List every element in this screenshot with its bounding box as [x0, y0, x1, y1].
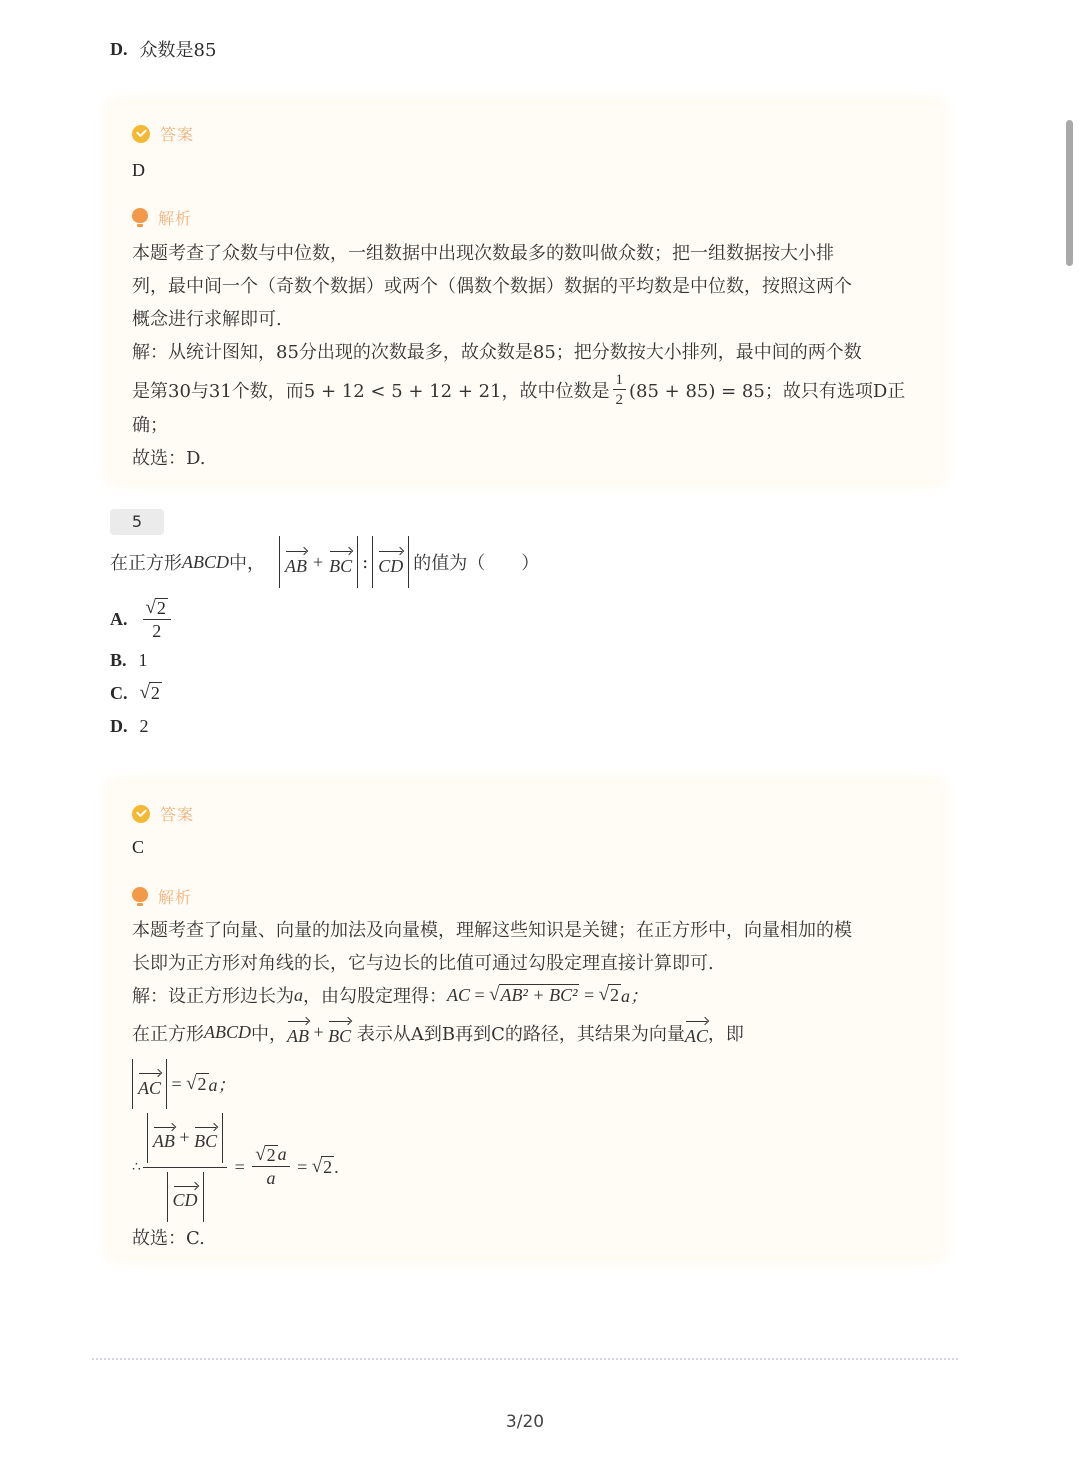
ratio-colon: : — [362, 551, 369, 573]
analysis-text — [132, 237, 922, 369]
stem-text: 的值为（ ） — [413, 553, 540, 574]
equals: = — [470, 984, 490, 1005]
solution-step-4 — [132, 1112, 339, 1222]
period: . — [334, 1156, 339, 1177]
abs-vector-sum — [147, 1113, 223, 1163]
option-letter: C. — [110, 682, 128, 703]
abs-vector-ac — [132, 1059, 167, 1109]
equals: = — [579, 984, 599, 1005]
answer-label: 答案 — [160, 125, 195, 144]
abs-vector-sum — [279, 536, 358, 588]
analysis-line: 本题考查了向量、向量的加法及向量模，理解这些知识是关键；在正方形中，向量相加的模 — [132, 920, 852, 941]
question-number-badge: 5 — [110, 509, 164, 535]
variable-a: a — [266, 1168, 276, 1188]
option-letter: B. — [110, 650, 127, 670]
option-d-previous — [110, 36, 216, 62]
equals: = — [167, 1073, 187, 1094]
answer-label-row — [132, 122, 194, 145]
radicand: 2 — [156, 598, 166, 618]
lightbulb-icon — [132, 887, 148, 907]
equals: = — [230, 1156, 250, 1177]
check-badge-icon — [132, 125, 150, 143]
solution-text: 中， — [251, 1023, 287, 1045]
analysis-text — [132, 914, 922, 980]
option-c[interactable] — [110, 682, 162, 704]
radicand: 2 — [610, 985, 620, 1005]
question-stem — [110, 535, 539, 589]
vector-cd: CD — [173, 1183, 198, 1211]
vector-ab: AB — [285, 548, 307, 577]
solution-text: 是第30与31个数，而5 + 12 < 5 + 12 + 21，故中位数是 — [132, 381, 610, 402]
option-b[interactable] — [110, 650, 148, 671]
option-text: 2 — [139, 716, 149, 736]
solution-text: a； — [621, 986, 649, 1006]
solution-text: (85 + 85) = 85；故只有选项D正 — [629, 381, 906, 402]
scrollbar-thumb[interactable] — [1066, 120, 1073, 266]
analysis-label: 解析 — [158, 888, 193, 907]
plus-sign: + — [313, 551, 324, 572]
radicand: AB² + BC² — [500, 985, 578, 1005]
analysis-line: 长即为正方形对角线的长，它与边长的比值可通过勾股定理直接计算即可. — [132, 953, 714, 974]
fraction-numerator: 1 — [613, 372, 627, 390]
option-d[interactable] — [110, 716, 149, 737]
segment-ac: AC — [447, 984, 471, 1005]
option-letter: D. — [110, 716, 128, 736]
solution-text: ，即 — [707, 1023, 744, 1045]
solution-text: a； — [208, 1075, 236, 1095]
answer-card — [112, 784, 940, 1256]
vector-bc: BC — [329, 548, 352, 577]
option-a[interactable] — [110, 598, 174, 642]
analysis-line: 本题考查了众数与中位数，一组数据中出现次数最多的数叫做众数；把一组数据按大小排 — [132, 243, 834, 264]
solution-step-1 — [132, 982, 648, 1008]
stem-shape: ABCD — [182, 551, 229, 572]
radicand: 2 — [150, 683, 160, 703]
radicand: 2 — [323, 1157, 333, 1177]
page-divider — [92, 1358, 958, 1360]
shape-name: ABCD — [204, 1022, 251, 1042]
check-badge-icon — [132, 805, 150, 823]
page-indicator: 3/20 — [505, 1412, 545, 1432]
vector-bc: BC — [328, 1018, 351, 1047]
sqrt-expression: √ AB² + BC² — [489, 984, 578, 1005]
solution-text: 表示从A到B再到C的路径，其结果为向量 — [351, 1023, 685, 1045]
solution-text: 解：设正方形边长为 — [132, 986, 294, 1007]
analysis-label: 解析 — [158, 209, 193, 228]
answer-value: D — [132, 160, 145, 180]
simplified-fraction: √ 2 a a — [252, 1145, 289, 1189]
solution-text: ，由勾股定理得： — [303, 986, 447, 1007]
lightbulb-icon — [132, 208, 148, 228]
vector-cd: CD — [378, 548, 403, 577]
sqrt-two: √ 2 — [598, 984, 620, 1005]
fraction-half — [613, 372, 627, 408]
abs-vector-cd — [167, 1172, 204, 1222]
option-letter: A. — [110, 609, 128, 630]
stem-text: 在正方形 — [110, 553, 182, 574]
conclusion-line: 故选：D. — [132, 448, 206, 469]
answer-label-row — [132, 802, 194, 825]
radicand: 2 — [266, 1145, 276, 1166]
vector-ab: AB — [287, 1018, 309, 1047]
option-text: 1 — [138, 650, 148, 670]
analysis-line: 概念进行求解即可. — [132, 309, 282, 330]
plus-sign: + — [174, 1126, 195, 1147]
answer-value: C — [132, 837, 145, 857]
option-text: 众数是85 — [139, 40, 217, 61]
result-sqrt: √ 2 — [311, 1156, 333, 1177]
sqrt-two: √ 2 — [186, 1073, 207, 1094]
vector-ac: AC — [685, 1018, 708, 1047]
radicand: 2 — [197, 1074, 207, 1094]
vector-bc: BC — [194, 1124, 217, 1152]
solution-step-2 — [132, 1018, 744, 1047]
solution-tail — [132, 409, 922, 475]
solution-line: 解：从统计图知，85分出现的次数最多，故众数是85；把分数按大小排列，最中间的两个数 — [132, 342, 862, 363]
ratio-fraction — [143, 1113, 227, 1222]
solution-step-3 — [132, 1058, 236, 1110]
therefore-symbol: ∴ — [132, 1159, 141, 1175]
analysis-label-row — [132, 206, 192, 229]
plus-sign: + — [309, 1022, 329, 1042]
equals: = — [292, 1156, 312, 1177]
answer-label: 答案 — [160, 805, 195, 824]
abs-vector-cd — [372, 536, 409, 588]
variable-a: a — [277, 1144, 287, 1165]
option-letter: D. — [110, 38, 128, 59]
fraction-denominator: 2 — [615, 391, 624, 408]
fraction-denominator: 2 — [152, 620, 162, 641]
vector-ab: AB — [153, 1124, 175, 1152]
answer-card-previous — [112, 104, 940, 480]
solution-text: 在正方形 — [132, 1023, 204, 1045]
option-a-fraction: √ 2 2 — [143, 598, 171, 642]
conclusion-line: 故选：C. — [132, 1228, 205, 1249]
stem-text: 中， — [229, 553, 265, 574]
variable-a: a — [294, 984, 303, 1005]
option-c-sqrt: √ 2 — [139, 682, 160, 703]
analysis-line: 列，最中间一个（奇数个数据）或两个（偶数个数据）数据的平均数是中位数，按照这两个 — [132, 276, 852, 297]
solution-line: 确； — [132, 415, 168, 436]
vector-ac: AC — [138, 1070, 161, 1099]
solution-line-median — [132, 372, 905, 408]
analysis-label-row — [132, 885, 192, 908]
